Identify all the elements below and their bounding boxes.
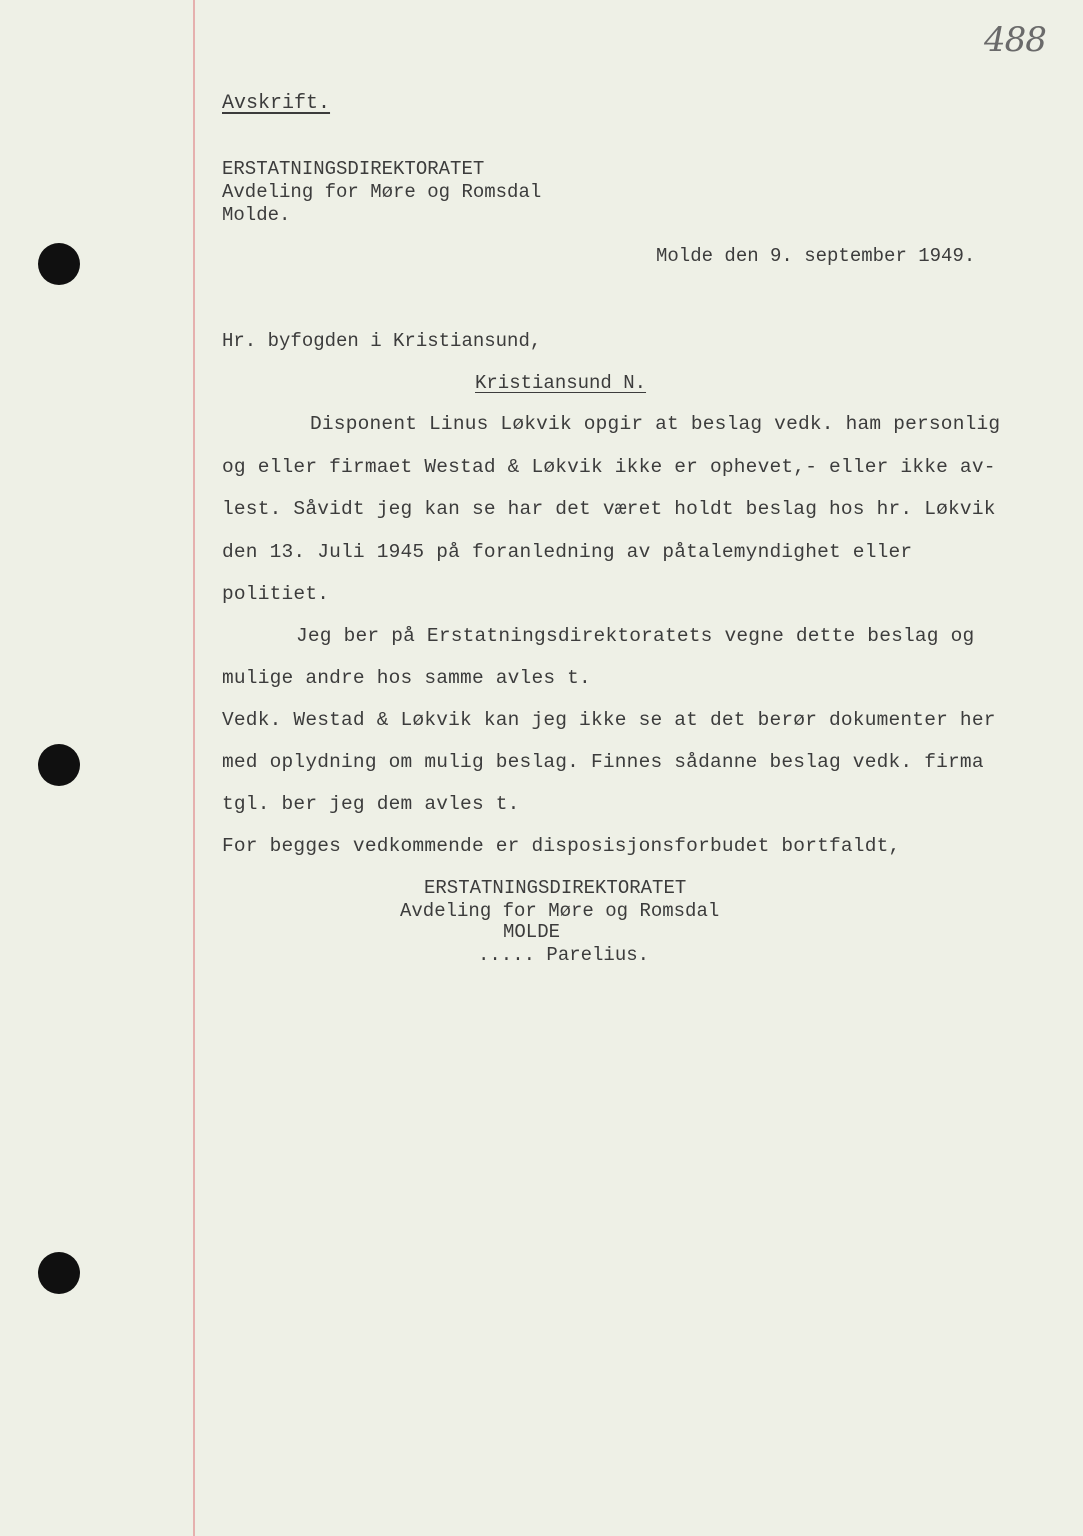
body-line: Disponent Linus Løkvik opgir at beslag vedk. ham personlig bbox=[310, 413, 1001, 435]
recipient-title: Hr. byfogden i Kristiansund, bbox=[222, 330, 542, 352]
recipient-city: Kristiansund N. bbox=[475, 372, 647, 394]
body-line: politiet. bbox=[222, 583, 330, 605]
punch-hole-icon bbox=[38, 243, 80, 285]
page-number: 488 bbox=[984, 20, 1046, 60]
signature-name: ..... Parelius. bbox=[478, 944, 650, 966]
sender-dept: Avdeling for Møre og Romsdal bbox=[222, 181, 542, 203]
signature-org: ERSTATNINGSDIREKTORATET bbox=[424, 877, 687, 899]
date-line: Molde den 9. september 1949. bbox=[656, 245, 976, 267]
sender-org: ERSTATNINGSDIREKTORATET bbox=[222, 158, 485, 180]
body-line: lest. Såvidt jeg kan se har det været holdt beslag hos hr. Løkvik bbox=[222, 498, 996, 520]
margin-line bbox=[193, 0, 195, 1536]
body-line: mulige andre hos samme avles t. bbox=[222, 667, 591, 689]
body-line: For begges vedkommende er disposisjonsforbudet bortfaldt, bbox=[222, 835, 901, 857]
signature-city: MOLDE bbox=[503, 921, 561, 943]
body-line: Vedk. Westad & Løkvik kan jeg ikke se at det berør dokumenter her bbox=[222, 709, 996, 731]
heading: Avskrift. bbox=[222, 92, 331, 115]
punch-hole-icon bbox=[38, 1252, 80, 1294]
punch-hole-icon bbox=[38, 744, 80, 786]
body-line: med oplydning om mulig beslag. Finnes sådanne beslag vedk. firma bbox=[222, 751, 984, 773]
body-line: tgl. ber jeg dem avles t. bbox=[222, 793, 520, 815]
sender-city: Molde. bbox=[222, 204, 291, 226]
signature-dept: Avdeling for Møre og Romsdal bbox=[400, 900, 720, 922]
body-line: Jeg ber på Erstatningsdirektoratets vegne dette beslag og bbox=[296, 625, 975, 647]
body-line: den 13. Juli 1945 på foranledning av påtalemyndighet eller bbox=[222, 541, 913, 563]
body-line: og eller firmaet Westad & Løkvik ikke er ophevet,- eller ikke av- bbox=[222, 456, 996, 478]
